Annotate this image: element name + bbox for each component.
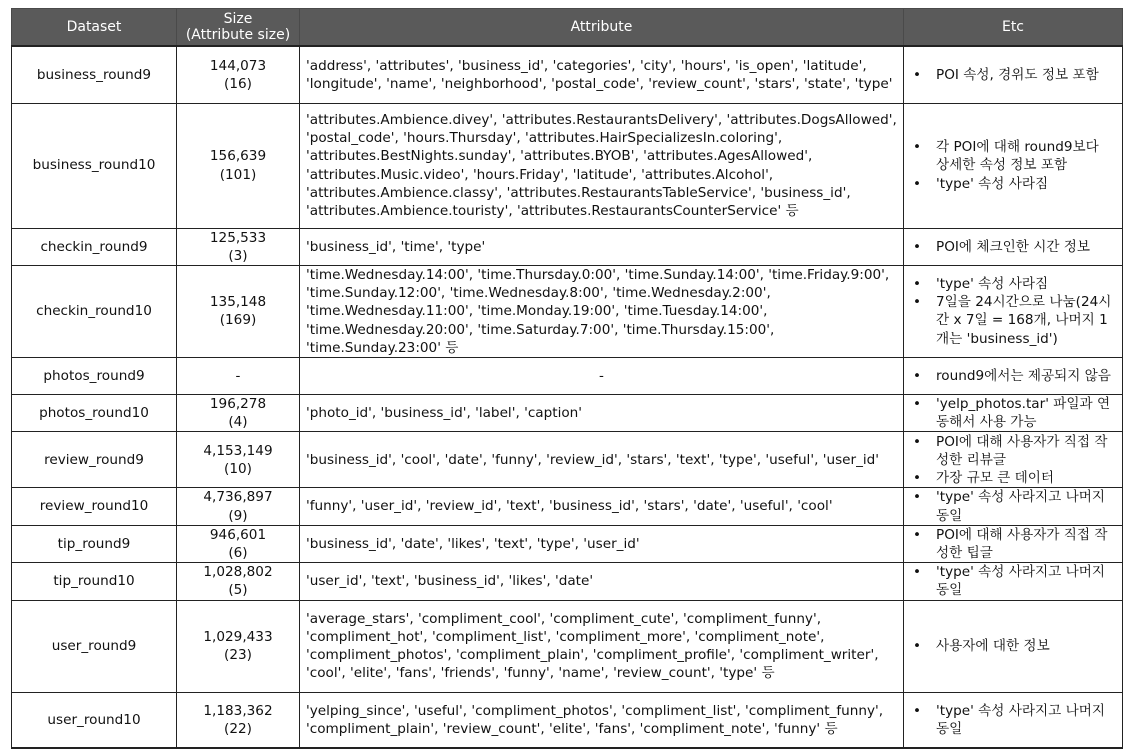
attribute-count: (101) bbox=[219, 166, 257, 183]
etc-notes bbox=[904, 692, 1123, 748]
table-row bbox=[12, 432, 1123, 488]
note-list bbox=[910, 526, 1116, 562]
record-count: 196,278 bbox=[209, 395, 267, 412]
header-attribute-size-label: (Attribute size) bbox=[185, 27, 291, 43]
size-cell bbox=[177, 692, 300, 748]
header-size-label: Size bbox=[223, 11, 253, 27]
attribute-count: (23) bbox=[224, 647, 252, 664]
attribute-list: 'time.Wednesday.14:00', 'time.Thursday.0:00', 'time.Sunday.14:00', 'time.Friday.9:00', 'time.Sunday.12:00', 'time.Wednesday.8:00', 'time.Wednesday.2:00', 'time.Wednesday.11:00', 'time.Monday.19:00', 'time.Tuesday.14:00', 'time.Wednesday.20:00', 'time.Saturday.7:00', 'time.Thursday.15:00', 'time.Sunday.23:00' 등 bbox=[300, 265, 904, 357]
note-list bbox=[910, 637, 1116, 655]
etc-notes bbox=[904, 432, 1123, 488]
attribute-list: 'business_id', 'cool', 'date', 'funny', 'review_id', 'stars', 'text', 'type', 'useful', 'user_id' bbox=[300, 432, 904, 488]
header-attribute: Attribute bbox=[300, 9, 904, 47]
attribute-count: (10) bbox=[224, 460, 252, 477]
attribute-list: 'yelping_since', 'useful', 'compliment_photos', 'compliment_list', 'compliment_funny', 'compliment_plain', 'review_count', 'elite', 'fans', 'compliment_note', 'funny' 등 bbox=[300, 692, 904, 748]
note-item: • 7일을 24시간으로 나눔(24시간 x 7일 = 168개, 나머지 1개는 'business_id') bbox=[910, 293, 1116, 348]
etc-notes bbox=[904, 103, 1123, 228]
dataset-name: business_round10 bbox=[12, 103, 177, 228]
table-row bbox=[12, 600, 1123, 692]
record-count: 135,148 bbox=[209, 294, 267, 311]
note-list bbox=[910, 238, 1116, 256]
note-item: • round9에서는 제공되지 않음 bbox=[910, 367, 1116, 385]
dataset-name: tip_round10 bbox=[12, 563, 177, 600]
note-list bbox=[910, 702, 1116, 738]
table-row bbox=[12, 357, 1123, 394]
dataset-name: tip_round9 bbox=[12, 525, 177, 562]
header-row bbox=[12, 9, 1123, 47]
dataset-name: review_round10 bbox=[12, 488, 177, 525]
size-cell bbox=[177, 600, 300, 692]
attribute-count: (22) bbox=[224, 720, 252, 737]
attribute-count: (4) bbox=[228, 414, 248, 431]
record-count: - bbox=[235, 367, 241, 384]
attribute-list: 'user_id', 'text', 'business_id', 'likes', 'date' bbox=[300, 563, 904, 600]
attribute-count: (16) bbox=[224, 75, 252, 92]
note-item: • 'type' 속성 사라짐 bbox=[910, 175, 1116, 193]
attribute-list: 'business_id', 'time', 'type' bbox=[300, 228, 904, 265]
etc-notes bbox=[904, 265, 1123, 357]
record-count: 125,533 bbox=[209, 229, 267, 246]
dataset-table bbox=[11, 8, 1123, 749]
etc-notes bbox=[904, 525, 1123, 562]
note-item: • 'type' 속성 사라지고 나머지 동일 bbox=[910, 702, 1116, 738]
table-row bbox=[12, 488, 1123, 525]
dataset-name: checkin_round10 bbox=[12, 265, 177, 357]
attribute-count: (5) bbox=[228, 582, 248, 599]
size-cell bbox=[177, 394, 300, 431]
attribute-count: (169) bbox=[219, 312, 257, 329]
attribute-list: 'business_id', 'date', 'likes', 'text', 'type', 'user_id' bbox=[300, 525, 904, 562]
attribute-count: (9) bbox=[228, 507, 248, 524]
record-count: 1,183,362 bbox=[203, 702, 273, 719]
note-item: • POI 속성, 경위도 정보 포함 bbox=[910, 66, 1116, 84]
note-list bbox=[910, 433, 1116, 488]
table-row bbox=[12, 692, 1123, 748]
attribute-list: 'attributes.Ambience.divey', 'attributes.RestaurantsDelivery', 'attributes.DogsAllowed', 'postal_code', 'hours.Thursday', 'attributes.HairSpecializesIn.coloring', 'attributes.BestNights.sunday', 'attributes.BYOB', 'attributes.AgesAllowed', 'attributes.Music.video', 'hours.Friday', 'latitude', 'attributes.Alcohol', 'attributes.Ambience.classy', 'attributes.RestaurantsTableService', 'business_id', 'attributes.Ambience.touristy', 'attributes.RestaurantsCounterService' 등 bbox=[300, 103, 904, 228]
note-list bbox=[910, 138, 1116, 193]
note-list bbox=[910, 488, 1116, 524]
size-cell bbox=[177, 228, 300, 265]
note-list bbox=[910, 275, 1116, 348]
table-row bbox=[12, 525, 1123, 562]
attribute-count: (6) bbox=[228, 544, 248, 561]
size-cell bbox=[177, 103, 300, 228]
etc-notes bbox=[904, 46, 1123, 103]
attribute-list: - bbox=[300, 357, 904, 394]
etc-notes bbox=[904, 563, 1123, 600]
dataset-name: checkin_round9 bbox=[12, 228, 177, 265]
record-count: 1,029,433 bbox=[203, 628, 273, 645]
record-count: 144,073 bbox=[209, 57, 267, 74]
note-item: • POI에 대해 사용자가 직접 작성한 팁글 bbox=[910, 526, 1116, 562]
table-row bbox=[12, 46, 1123, 103]
note-item: • 'type' 속성 사라짐 bbox=[910, 275, 1116, 293]
note-item: • 'type' 속성 사라지고 나머지 동일 bbox=[910, 563, 1116, 599]
note-list bbox=[910, 563, 1116, 599]
dataset-name: photos_round10 bbox=[12, 394, 177, 431]
dataset-name: photos_round9 bbox=[12, 357, 177, 394]
header-etc: Etc bbox=[904, 9, 1123, 47]
dataset-name: user_round9 bbox=[12, 600, 177, 692]
record-count: 946,601 bbox=[209, 526, 267, 543]
attribute-list: 'address', 'attributes', 'business_id', 'categories', 'city', 'hours', 'is_open', 'latitude', 'longitude', 'name', 'neighborhood', 'postal_code', 'review_count', 'stars', 'state', 'type' bbox=[300, 46, 904, 103]
dataset-name: user_round10 bbox=[12, 692, 177, 748]
etc-notes bbox=[904, 228, 1123, 265]
record-count: 1,028,802 bbox=[203, 564, 273, 581]
attribute-count: (3) bbox=[228, 247, 248, 264]
note-item: • POI에 대해 사용자가 직접 작성한 리뷰글 bbox=[910, 433, 1116, 469]
dataset-name: review_round9 bbox=[12, 432, 177, 488]
size-cell bbox=[177, 563, 300, 600]
record-count: 4,736,897 bbox=[203, 489, 273, 506]
note-item: • POI에 체크인한 시간 정보 bbox=[910, 238, 1116, 256]
table-row bbox=[12, 563, 1123, 600]
table-row bbox=[12, 103, 1123, 228]
header-dataset: Dataset bbox=[12, 9, 177, 47]
note-item: • 'type' 속성 사라지고 나머지 동일 bbox=[910, 488, 1116, 524]
note-list bbox=[910, 395, 1116, 431]
etc-notes bbox=[904, 600, 1123, 692]
note-list bbox=[910, 367, 1116, 385]
note-item: • 사용자에 대한 정보 bbox=[910, 637, 1116, 655]
table-row bbox=[12, 228, 1123, 265]
attribute-list: 'average_stars', 'compliment_cool', 'compliment_cute', 'compliment_funny', 'compliment_hot', 'compliment_list', 'compliment_more', 'compliment_note', 'compliment_photos', 'compliment_plain', 'compliment_profile', 'compliment_writer', 'cool', 'elite', 'fans', 'friends', 'funny', 'name', 'review_count', 'type' 등 bbox=[300, 600, 904, 692]
note-item: • 각 POI에 대해 round9보다 상세한 속성 정보 포함 bbox=[910, 138, 1116, 174]
dataset-name: business_round9 bbox=[12, 46, 177, 103]
size-cell bbox=[177, 488, 300, 525]
note-item: • 가장 규모 큰 데이터 bbox=[910, 469, 1116, 487]
etc-notes bbox=[904, 488, 1123, 525]
size-cell bbox=[177, 357, 300, 394]
etc-notes bbox=[904, 394, 1123, 431]
header-size bbox=[177, 9, 300, 47]
record-count: 4,153,149 bbox=[203, 442, 273, 459]
record-count: 156,639 bbox=[209, 148, 267, 165]
note-list bbox=[910, 66, 1116, 84]
etc-notes bbox=[904, 357, 1123, 394]
attribute-list: 'photo_id', 'business_id', 'label', 'caption' bbox=[300, 394, 904, 431]
size-cell bbox=[177, 265, 300, 357]
table-row bbox=[12, 265, 1123, 357]
attribute-list: 'funny', 'user_id', 'review_id', 'text', 'business_id', 'stars', 'date', 'useful', 'cool' bbox=[300, 488, 904, 525]
table-row bbox=[12, 394, 1123, 431]
note-item: • 'yelp_photos.tar' 파일과 연동해서 사용 가능 bbox=[910, 395, 1116, 431]
size-cell bbox=[177, 46, 300, 103]
size-cell bbox=[177, 525, 300, 562]
size-cell bbox=[177, 432, 300, 488]
